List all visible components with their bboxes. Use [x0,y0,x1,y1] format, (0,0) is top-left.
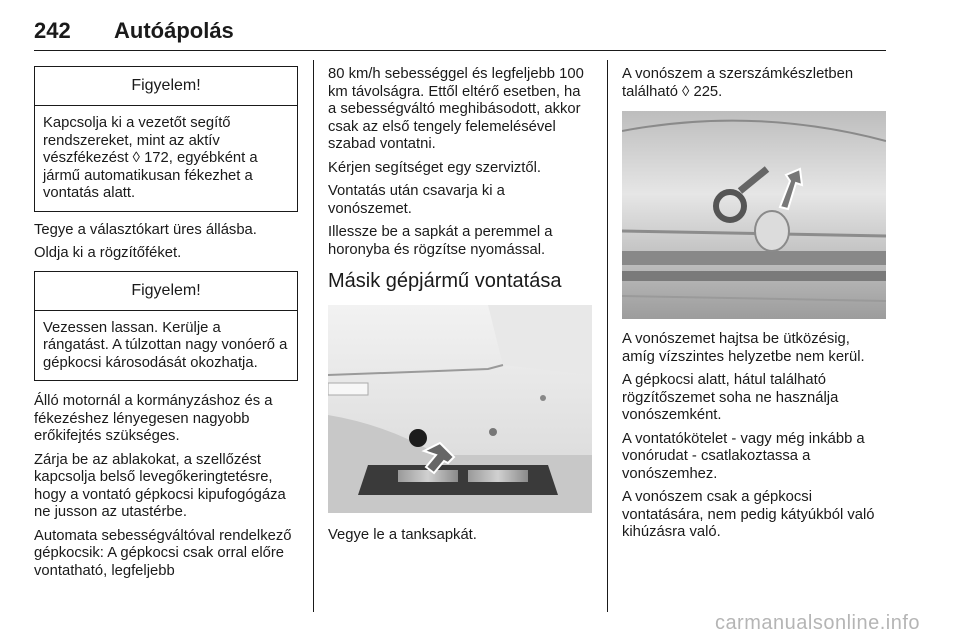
column-1 [34,66,298,586]
paragraph: Vontatás után csavarja ki a vonószemet. [328,183,505,217]
paragraph: Kérjen segítséget egy szerviztől. [328,159,542,176]
paragraph: Álló motornál a kormányzáshoz és a fékezéshez lényegesen nagyobb erőkifejtés szükséges. [34,393,273,444]
notice-heading: Figyelem! [35,67,297,106]
paragraph: A gépkocsi alatt, hátul található rögzítőszemet soha ne használja vonószemként. [622,372,839,423]
page-title: Autóápolás [114,18,234,43]
site-watermark: carmanualsonline.info [714,612,920,634]
paragraph: Illessze be a sapkát a peremmel a horonyba és rögzítse nyomással. [328,224,553,258]
notice-heading: Figyelem! [35,272,297,311]
paragraph: Zárja be az ablakokat, a szellőzést kapcsolja belső levegőkeringtetésre, hogy a vontató gépkocsi kipufogógáza ne jusson az utastérbe. [34,451,286,520]
page-number: 242 [34,18,71,43]
paragraph: Automata sebességváltóval rendelkező gépkocsik: A gépkocsi csak orral előre vontatható, legfeljebb [34,527,292,579]
column-3 [622,66,886,548]
towing-eye-illustration [622,111,886,319]
paragraph: A vonószem csak a gépkocsi vontatására, nem pedig kátyúkból való kihúzásra való. [622,489,875,540]
section-heading: Másik gépjármű vontatása [328,270,562,292]
warning-notice [34,271,298,382]
notice-text: Vezessen lassan. Kerülje a rángatást. A túlzottan nagy vonóerő a gépkocsi károsodását okozhatja. [43,319,288,371]
paragraph: A vontatókötelet - vagy még inkább a vonórudat - csatlakoztassa a vonószemhez. [622,430,865,482]
column-divider [607,60,608,612]
paragraph: Oldja ki a rögzítőféket. [34,245,182,261]
paragraph: A vonószem a szerszámkészletben található ◊ 225. [622,66,854,100]
paragraph: Tegye a választókart üres állásba. [34,221,257,238]
page-header [34,16,886,51]
bumper-photo-illustration [328,305,592,513]
paragraph: A vonószemet hajtsa be ütközésig, amíg vízszintes helyzetbe nem kerül. [622,331,865,365]
column-divider [313,60,314,612]
paragraph: Vegye le a tanksapkát. [328,527,477,543]
column-2 [328,66,592,551]
rear-bumper-photo [328,305,592,513]
warning-notice [34,66,298,212]
paragraph: 80 km/h sebességgel és legfeljebb 100 km távolságra. Ettől eltérő esetben, ha a sebességváltó meghibásodott, akkor csak az első tengely felemelésével szabad vontatni. [328,66,584,152]
notice-text: Kapcsolja ki a vezetőt segítő rendszereket, mint az aktív vészfékezést ◊ 172, egyébként a jármű automatikusan fékezhet a vontatás alatt. [43,115,258,201]
towing-eye-photo [622,111,886,319]
